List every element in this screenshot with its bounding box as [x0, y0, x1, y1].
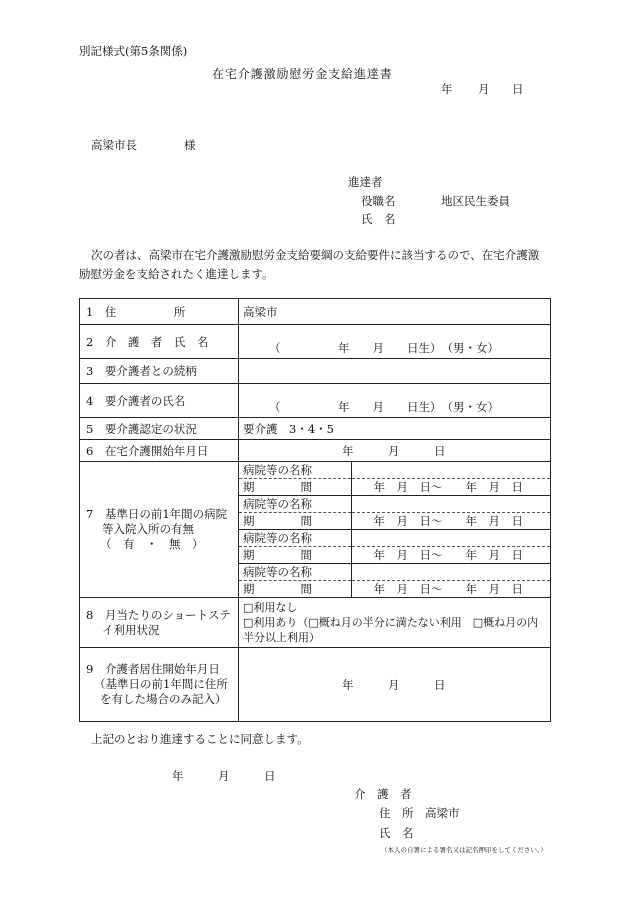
hospital-name-label: 病院等の名称 — [239, 530, 351, 547]
row-7-value — [239, 462, 551, 598]
row-care-certification — [80, 418, 551, 440]
hospital-entry-1-name — [239, 462, 550, 479]
row-7-label — [80, 462, 239, 598]
application-table — [79, 298, 551, 722]
period-field[interactable]: 年 月 日〜 年 月 日 — [373, 582, 523, 596]
period-label: 期 間 — [239, 513, 351, 530]
row-9-label-line-1: 9 介護者居住開始年月日 — [86, 662, 220, 676]
row-home-care-start — [80, 440, 551, 462]
hospital-stay-table — [239, 462, 550, 597]
submitter-name-label: 氏 名 — [361, 212, 396, 226]
row-3-label: 3 要介護者との続柄 — [80, 359, 239, 384]
caregiver-address-label: 住 所 — [379, 806, 414, 820]
period-label: 期 間 — [239, 479, 351, 496]
honorific: 様 — [184, 138, 196, 152]
row-8-value — [239, 598, 551, 648]
submitter-heading: 進達者 — [348, 175, 383, 189]
period-field[interactable]: 年 月 日〜 年 月 日 — [351, 513, 550, 530]
caregiver-label: 介 護 者 — [354, 787, 412, 801]
period-label: 期 間 — [239, 581, 351, 598]
row-2-value[interactable]: （ 年 月 日生） （男・女） — [239, 325, 551, 359]
row-hospital-stays — [80, 462, 551, 598]
hospital-name-label: 病院等の名称 — [239, 496, 351, 513]
row-1-value[interactable]: 高梁市 — [239, 299, 551, 325]
row-relationship — [80, 359, 551, 384]
row-3-value[interactable] — [239, 359, 551, 384]
row-9-value[interactable]: 年 月 日 — [239, 648, 551, 722]
hospital-entry-2-period — [239, 513, 550, 530]
caregiver-address-value[interactable]: 高梁市 — [425, 806, 460, 820]
caregiver-name-label: 氏 名 — [379, 826, 414, 840]
row-8-label — [80, 598, 239, 648]
period-field[interactable]: 年 月 日〜 年 月 日 — [351, 547, 550, 564]
row-residence-start — [80, 648, 551, 722]
position-value: 地区民生委員 — [441, 194, 510, 208]
hospital-entry-2-name — [239, 496, 550, 513]
row-9-label — [80, 648, 239, 722]
row-9-label-line-2: （基準日の前1年間に住所 — [94, 677, 228, 691]
row-6-label: 6 在宅介護開始年月日 — [80, 440, 239, 462]
row-7-label-line-3: （ 有 ・ 無 ） — [100, 537, 204, 551]
row-4-label: 4 要介護者の氏名 — [80, 384, 239, 418]
date-year: 年 — [441, 82, 453, 96]
row-8-label-line-2: イ利用状況 — [102, 622, 160, 637]
intro-line-2: 励慰労金を支給されたく進達します。 — [79, 267, 274, 281]
row-9-label-line-3: を有した場合のみ記入） — [100, 692, 227, 706]
row-1-label: 1 住 所 — [80, 299, 239, 325]
row-short-stay — [80, 598, 551, 648]
form-reference: 別記様式(第5条関係) — [79, 44, 188, 58]
row-7-label-line-2: 等入院入所の有無 — [102, 522, 194, 536]
signature-note: （本人の自署による署名又は記名押印をしてください。） — [381, 846, 547, 854]
consent-statement: 上記のとおり進達することに同意します。 — [91, 732, 309, 746]
row-8-label-line-1: 8 月当たりのショートステ — [86, 607, 231, 622]
consent-date[interactable]: 年 月 日 — [172, 769, 276, 783]
row-5-label: 5 要介護認定の状況 — [80, 418, 239, 440]
row-address — [80, 299, 551, 325]
hospital-entry-3-period — [239, 547, 550, 564]
hospital-entry-1-period — [239, 479, 550, 496]
short-stay-option-none[interactable]: □利用なし — [243, 601, 298, 614]
short-stay-option-used[interactable]: □利用あり（□概ね月の半分に満たない利用 □概ね月の内半分以上利用） — [243, 616, 539, 644]
row-care-recipient-name — [80, 384, 551, 418]
hospital-name-field[interactable] — [351, 530, 550, 547]
position-label: 役職名 — [361, 194, 396, 208]
date-month: 月 — [478, 82, 490, 96]
hospital-name-label: 病院等の名称 — [239, 462, 351, 479]
date-day: 日 — [512, 82, 524, 96]
addressee: 高梁市長 — [91, 138, 137, 152]
row-2-label: 2 介 護 者 氏 名 — [80, 325, 239, 359]
row-4-value[interactable]: （ 年 月 日生） （男・女） — [239, 384, 551, 418]
intro-line-1: 次の者は、高梁市在宅介護激励慰労金支給要綱の支給要件に該当するので、在宅介護激 — [91, 248, 540, 262]
row-6-value[interactable]: 年 月 日 — [239, 440, 551, 462]
period-label: 期 間 — [239, 547, 351, 564]
hospital-name-field[interactable] — [351, 564, 550, 581]
hospital-entry-3-name — [239, 530, 550, 547]
hospital-name-field[interactable] — [351, 496, 550, 513]
hospital-name-label: 病院等の名称 — [239, 564, 351, 581]
row-caregiver-name — [80, 325, 551, 359]
hospital-entry-4-period — [239, 581, 550, 598]
hospital-name-field[interactable] — [351, 462, 550, 479]
row-5-value[interactable]: 要介護 3・4・5 — [239, 418, 551, 440]
row-7-label-line-1: 7 基準日の前1年間の病院 — [86, 507, 228, 521]
hospital-entry-4-name — [239, 564, 550, 581]
period-field[interactable]: 年 月 日〜 年 月 日 — [351, 479, 550, 496]
document-title: 在宅介護激励慰労金支給進達書 — [212, 67, 393, 81]
